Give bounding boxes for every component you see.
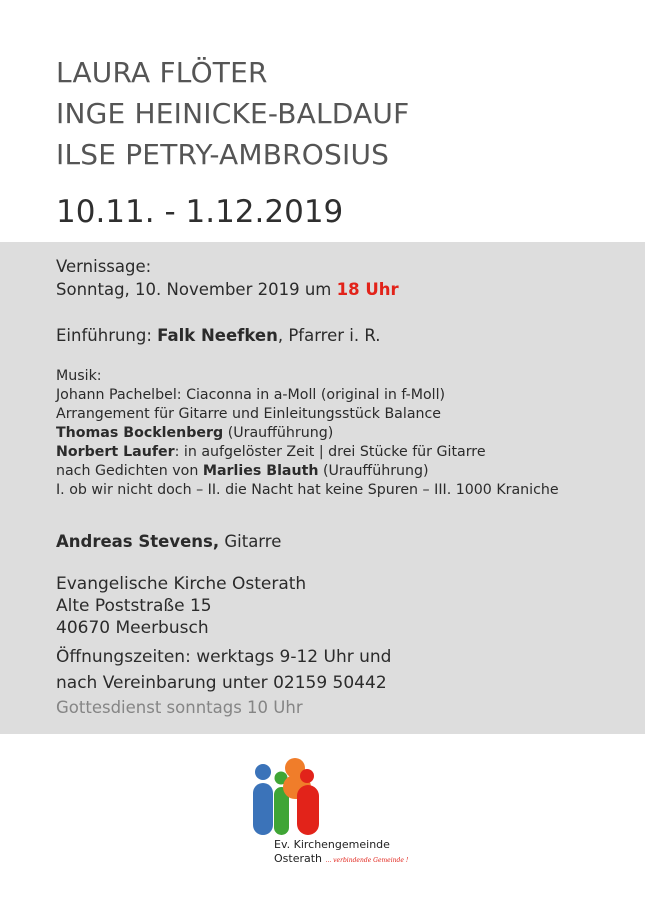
vernissage-date-text: Sonntag, 10. November 2019 um	[56, 280, 337, 299]
logo-text	[274, 852, 408, 865]
music-line	[56, 444, 486, 460]
introduction-role: , Pfarrer i. R.	[277, 326, 381, 345]
artist-name: ILSE PETRY-AMBROSIUS	[56, 138, 390, 171]
music-note: (Uraufführung)	[223, 425, 334, 441]
artist-list	[56, 52, 409, 175]
music-line: Arrangement für Gitarre und Einleitungsstück Balance	[56, 406, 442, 422]
music-line	[56, 463, 429, 479]
performer-name: Andreas Stevens,	[56, 532, 220, 551]
poet-name: Marlies Blauth	[202, 463, 319, 479]
composer-name: Thomas Bocklenberg	[56, 425, 224, 441]
service-times: Gottesdienst sonntags 10 Uhr	[56, 698, 303, 717]
music-line: Johann Pachelbel: Ciaconna in a-Moll (original in f-Moll)	[56, 387, 446, 403]
performer-instrument: Gitarre	[219, 532, 282, 551]
artist-name: LAURA FLÖTER	[56, 56, 268, 89]
music-note: (Uraufführung)	[318, 463, 429, 479]
logo-text: Ev. Kirchengemeinde	[274, 838, 390, 851]
church-logo-icon	[245, 755, 410, 885]
introduction-label: Einführung:	[56, 326, 158, 345]
address-line: Alte Poststraße 15	[56, 596, 212, 616]
music-note: : in aufgelöster Zeit | drei Stücke für Gitarre	[174, 444, 486, 460]
opening-hours: Öffnungszeiten: werktags 9-12 Uhr und	[56, 647, 392, 667]
vernissage-label: Vernissage:	[56, 257, 152, 276]
address-line: Evangelische Kirche Osterath	[56, 574, 307, 594]
introduction-line	[56, 326, 380, 345]
artist-name: INGE HEINICKE-BALDAUF	[56, 97, 410, 130]
performer-line	[56, 532, 281, 551]
music-label: Musik:	[56, 368, 102, 384]
introduction-speaker: Falk Neefken	[157, 326, 278, 345]
composer-name: Norbert Laufer	[56, 444, 175, 460]
music-line	[56, 425, 333, 441]
logo-place: Osterath	[274, 852, 323, 865]
address-line: 40670 Meerbusch	[56, 618, 209, 638]
vernissage-time: 18 Uhr	[336, 280, 399, 299]
exhibition-dates: 10.11. - 1.12.2019	[56, 194, 344, 230]
logo-slogan: ... verbindende Gemeinde !	[325, 857, 409, 864]
music-line: I. ob wir nicht doch – II. die Nacht hat keine Spuren – III. 1000 Kraniche	[56, 482, 559, 498]
info-panel	[0, 242, 645, 734]
vernissage-date	[56, 280, 399, 299]
opening-hours: nach Vereinbarung unter 02159 50442	[56, 673, 387, 693]
music-note: nach Gedichten von	[56, 463, 203, 479]
